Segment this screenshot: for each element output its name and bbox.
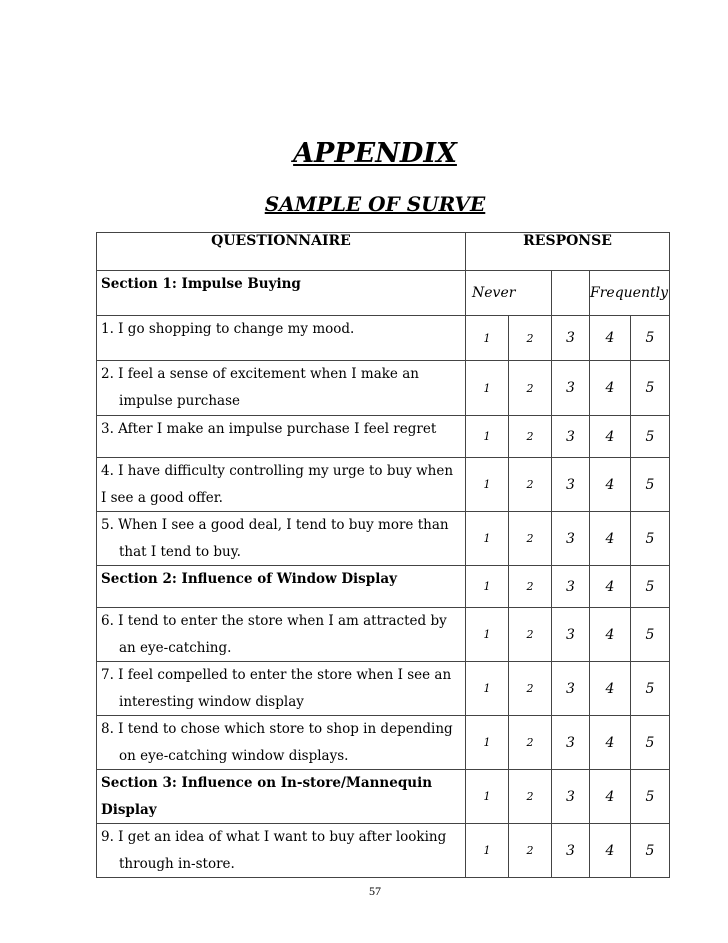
question-cell: 6. I tend to enter the store when I am attracted by an eye-catching. bbox=[97, 608, 466, 662]
rating-option[interactable]: 3 bbox=[552, 566, 590, 608]
rating-option[interactable]: 5 bbox=[631, 458, 670, 512]
rating-option[interactable]: 3 bbox=[552, 824, 590, 878]
rating-option[interactable]: 1 bbox=[466, 361, 509, 416]
rating-option[interactable]: 2 bbox=[509, 512, 552, 566]
rating-option[interactable]: 2 bbox=[509, 662, 552, 716]
rating-option[interactable]: 4 bbox=[590, 361, 631, 416]
rating-option[interactable]: 5 bbox=[631, 361, 670, 416]
table-row bbox=[97, 824, 670, 878]
survey-table bbox=[96, 232, 670, 878]
rating-option[interactable]: 2 bbox=[509, 824, 552, 878]
question-cell: 5. When I see a good deal, I tend to buy more than that I tend to buy. bbox=[97, 512, 466, 566]
rating-option[interactable]: 4 bbox=[590, 716, 631, 770]
table-row bbox=[97, 566, 670, 608]
section-title: Section 3: Influence on In-store/Mannequin Display bbox=[97, 770, 466, 824]
table-row bbox=[97, 512, 670, 566]
rating-option[interactable]: 2 bbox=[509, 361, 552, 416]
question-cell: 9. I get an idea of what I want to buy after looking through in-store. bbox=[97, 824, 466, 878]
rating-option[interactable]: 3 bbox=[552, 416, 590, 458]
rating-option[interactable]: 5 bbox=[631, 316, 670, 361]
rating-option[interactable]: 5 bbox=[631, 662, 670, 716]
rating-option[interactable]: 1 bbox=[466, 458, 509, 512]
rating-option[interactable]: 2 bbox=[509, 458, 552, 512]
scale-high-label: Frequently bbox=[590, 285, 668, 301]
table-row bbox=[97, 416, 670, 458]
rating-option[interactable]: 1 bbox=[466, 608, 509, 662]
rating-option[interactable]: 1 bbox=[466, 662, 509, 716]
rating-option[interactable]: 4 bbox=[590, 566, 631, 608]
table-row bbox=[97, 458, 670, 512]
rating-option[interactable]: 5 bbox=[631, 416, 670, 458]
rating-option[interactable]: 3 bbox=[552, 662, 590, 716]
rating-option[interactable]: 2 bbox=[509, 608, 552, 662]
rating-option[interactable]: 1 bbox=[466, 716, 509, 770]
section-title: Section 2: Influence of Window Display bbox=[97, 566, 466, 608]
rating-option[interactable]: 4 bbox=[590, 608, 631, 662]
table-row bbox=[97, 662, 670, 716]
scale-gap bbox=[552, 271, 590, 316]
rating-option[interactable]: 5 bbox=[631, 512, 670, 566]
rating-option[interactable]: 2 bbox=[509, 316, 552, 361]
rating-option[interactable]: 4 bbox=[590, 770, 631, 824]
rating-option[interactable]: 2 bbox=[509, 770, 552, 824]
rating-option[interactable]: 1 bbox=[466, 316, 509, 361]
scale-low-cell bbox=[466, 271, 552, 316]
rating-option[interactable]: 5 bbox=[631, 824, 670, 878]
question-cell: 1. I go shopping to change my mood. bbox=[97, 316, 466, 361]
rating-option[interactable]: 2 bbox=[509, 566, 552, 608]
rating-option[interactable]: 4 bbox=[590, 416, 631, 458]
rating-option[interactable]: 2 bbox=[509, 716, 552, 770]
rating-option[interactable]: 5 bbox=[631, 608, 670, 662]
rating-option[interactable]: 5 bbox=[631, 566, 670, 608]
rating-option[interactable]: 3 bbox=[552, 361, 590, 416]
scale-low-label: Never bbox=[472, 285, 516, 301]
rating-option[interactable]: 5 bbox=[631, 770, 670, 824]
question-cell: 8. I tend to chose which store to shop in depending on eye-catching window displays. bbox=[97, 716, 466, 770]
rating-option[interactable]: 4 bbox=[590, 316, 631, 361]
rating-option[interactable]: 4 bbox=[590, 824, 631, 878]
rating-option[interactable]: 1 bbox=[466, 416, 509, 458]
question-cell: 3. After I make an impulse purchase I feel regret bbox=[97, 416, 466, 458]
section-row bbox=[97, 271, 670, 316]
rating-option[interactable]: 4 bbox=[590, 662, 631, 716]
rating-option[interactable]: 3 bbox=[552, 770, 590, 824]
rating-option[interactable]: 3 bbox=[552, 512, 590, 566]
rating-option[interactable]: 5 bbox=[631, 716, 670, 770]
response-header: RESPONSE bbox=[466, 233, 670, 271]
rating-option[interactable]: 4 bbox=[590, 458, 631, 512]
scale-high-cell bbox=[590, 271, 670, 316]
rating-option[interactable]: 3 bbox=[552, 316, 590, 361]
rating-option[interactable]: 1 bbox=[466, 770, 509, 824]
questionnaire-header: QUESTIONNAIRE bbox=[97, 233, 466, 271]
table-row bbox=[97, 361, 670, 416]
table-header-row bbox=[97, 233, 670, 271]
rating-option[interactable]: 4 bbox=[590, 512, 631, 566]
rating-option[interactable]: 1 bbox=[466, 824, 509, 878]
table-row bbox=[97, 770, 670, 824]
rating-option[interactable]: 3 bbox=[552, 716, 590, 770]
question-cell: 4. I have difficulty controlling my urge to buy when I see a good offer. bbox=[97, 458, 466, 512]
rating-option[interactable]: 3 bbox=[552, 608, 590, 662]
table-row bbox=[97, 608, 670, 662]
survey-subtitle: SAMPLE OF SURVE bbox=[264, 192, 486, 216]
question-cell: 2. I feel a sense of excitement when I make an impulse purchase bbox=[97, 361, 466, 416]
page-number: 57 bbox=[369, 884, 381, 898]
rating-option[interactable]: 1 bbox=[466, 566, 509, 608]
appendix-title: APPENDIX bbox=[293, 138, 457, 169]
table-row bbox=[97, 316, 670, 361]
rating-option[interactable]: 3 bbox=[552, 458, 590, 512]
rating-option[interactable]: 2 bbox=[509, 416, 552, 458]
question-cell: 7. I feel compelled to enter the store when I see an interesting window display bbox=[97, 662, 466, 716]
section-title: Section 1: Impulse Buying bbox=[97, 271, 466, 316]
table-row bbox=[97, 716, 670, 770]
rating-option[interactable]: 1 bbox=[466, 512, 509, 566]
